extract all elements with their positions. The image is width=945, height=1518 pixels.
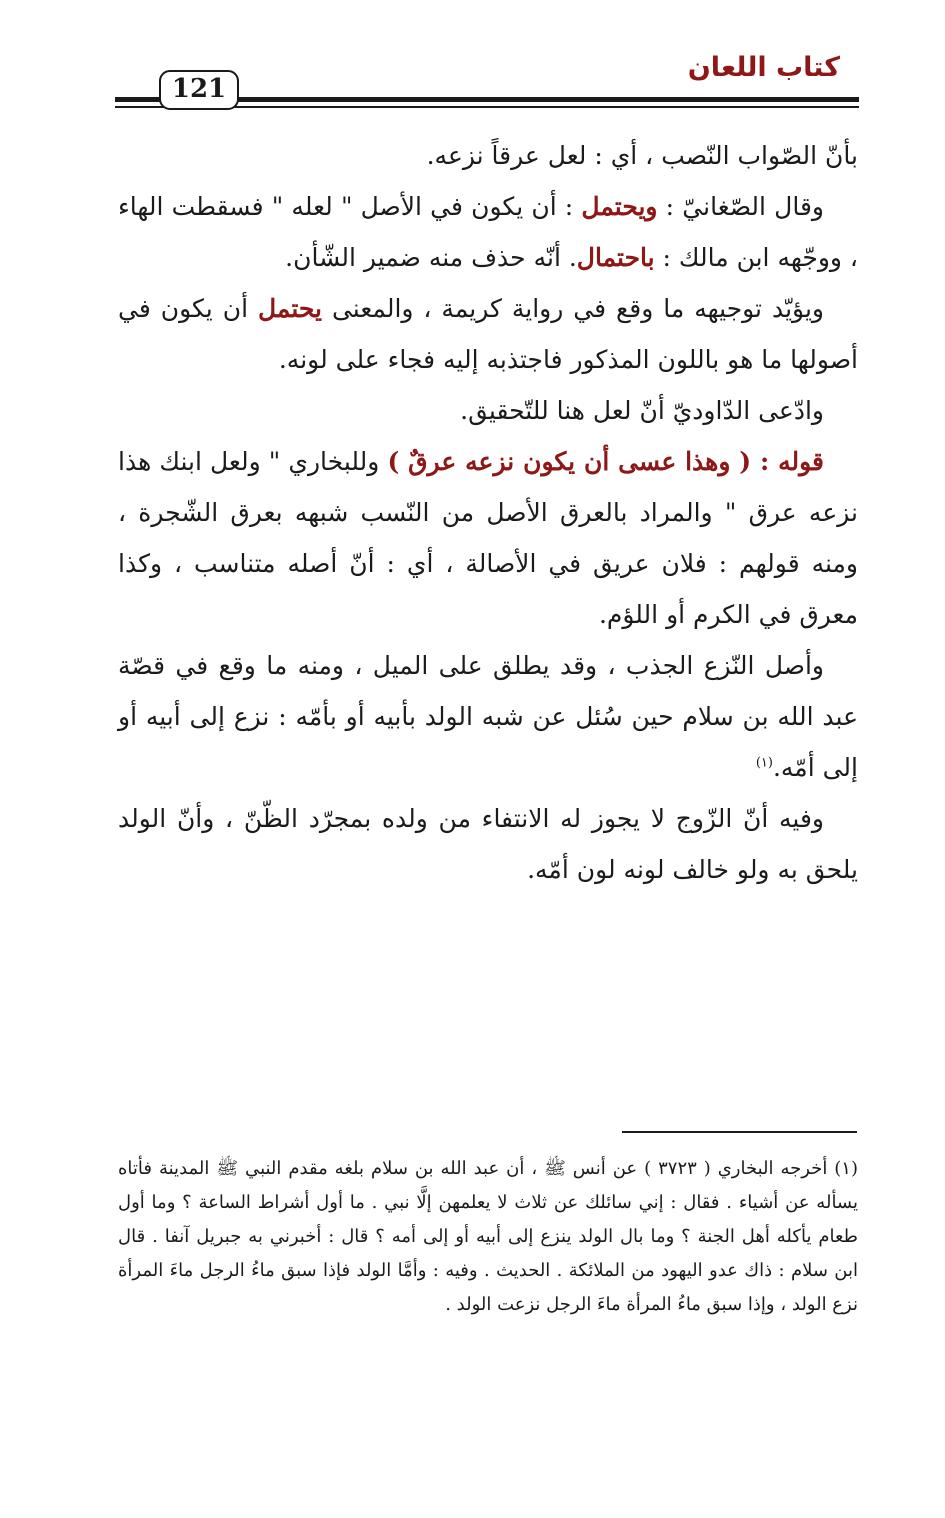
text-run: ويؤيّد توجيهه ما وقع في رواية كريمة ، والمعنى (322, 294, 824, 323)
text-run: . أنّه حذف منه ضمير الشّأن. (285, 243, 577, 272)
page-header (0, 0, 945, 120)
text-run: وللبخاري " ولعل ابنك هذا نزعه عرق " والمراد بالعرق الأصل من النّسب شبهه بعرق الشّجرة ، ومنه قولهم : فلان عريق في الأصالة ، أي : أنّ أصله متناسب ، وكذا معرق في الكرم أو اللؤم. (118, 447, 858, 629)
footnote-separator (622, 1131, 857, 1133)
text-run: وفيه أنّ الزّوج لا يجوز له الانتفاء من ولده بمجرّد الظّنّ ، وأنّ الولد يلحق به ولو خالف لونه لون أمّه. (118, 804, 858, 884)
paragraph (118, 793, 858, 895)
book-title: كتاب اللعان (687, 52, 840, 83)
paragraph (118, 640, 858, 793)
paragraph (118, 385, 858, 436)
paragraph (118, 436, 858, 640)
text-run: وادّعى الدّاوديّ أنّ لعل هنا للتّحقيق. (460, 396, 824, 425)
highlighted-term: باحتمال (576, 243, 655, 272)
text-run: بأنّ الصّواب النّصب ، أي : لعل عرقاً نزعه. (426, 141, 858, 170)
text-run: : أن يكون في الأصل " لعله " فسقطت الهاء ، ووجّهه ابن مالك : (118, 192, 858, 272)
footnote-ref: (١) (755, 755, 773, 771)
page-number-badge: 121 (159, 70, 239, 110)
paragraph (118, 283, 858, 385)
main-text (118, 130, 858, 895)
paragraph (118, 181, 858, 283)
text-run: أن يكون في أصولها ما هو باللون المذكور فاجتذبه إليه فجاء على لونه. (118, 294, 858, 374)
paragraph (118, 130, 858, 181)
text-run: وقال الصّغانيّ : (657, 192, 824, 221)
highlighted-term: ويحتمل (581, 192, 658, 221)
footnote: (١) أخرجه البخاري ( ٣٧٢٣ ) عن أنس ﷺ ، أن عبد الله بن سلام بلغه مقدم النبي ﷺ المدينة فأتاه يسأله عن أشياء . فقال : إني سائلك عن ثلاث لا يعلمهن إلَّا نبي . ما أول أشراط الساعة ؟ وما أول طعام يأكله أهل الجنة ؟ وما بال الولد ينزع إلى أبيه أو إلى أمه ؟ قال : أخبرني به جبريل آنفا . قال ابن سلام : ذاك عدو اليهود من الملائكة . الحديث . وفيه : وأمَّا الولد فإذا سبق ماءُ الرجل ماءَ المرأة نزع الولد ، وإذا سبق ماءُ المرأة ماءَ الرجل نزعت الولد . (118, 1158, 858, 1315)
highlighted-term: يحتمل (257, 294, 322, 323)
highlighted-term: قوله : ( وهذا عسى أن يكون نزعه عرقٌ ) (387, 447, 824, 476)
text-run: وأصل النّزع الجذب ، وقد يطلق على الميل ، ومنه ما وقع في قصّة عبد الله بن سلام حين سُئل عن شبه الولد بأبيه أو بأمّه : نزع إلى أبيه أو إلى أمّه. (118, 651, 858, 782)
